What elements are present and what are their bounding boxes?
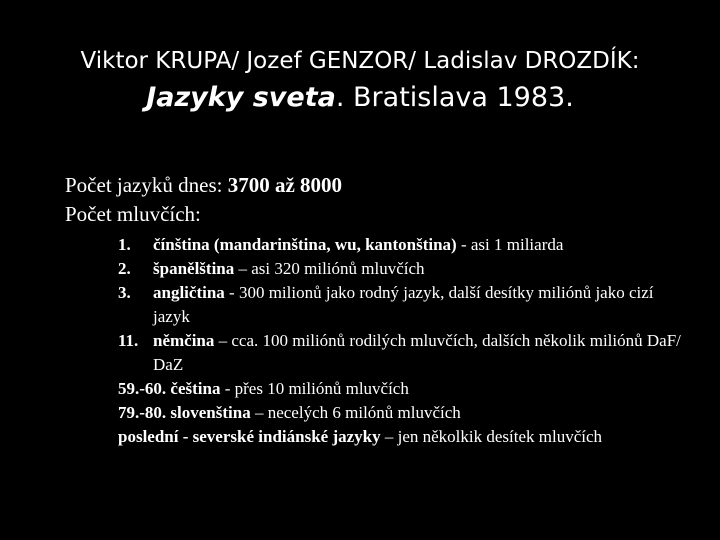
title-book-line <box>0 78 720 118</box>
speakers-label: Počet mluvčích: <box>65 202 201 226</box>
list-item-text: – cca. 100 miliónů rodilých mluvčích, dalších několik miliónů DaF/ DaZ <box>153 331 681 374</box>
language-count-line <box>65 171 705 200</box>
title-publication: Bratislava 1983. <box>344 82 574 113</box>
list-item-language: němčina <box>153 331 215 350</box>
list-item-language: čínština (mandarinština, wu, kantonština) <box>153 235 457 254</box>
list-item <box>118 257 688 281</box>
list-item <box>118 425 688 449</box>
language-list <box>118 233 688 449</box>
list-item-language: - severské indiánské jazyky <box>178 427 381 446</box>
list-item <box>118 281 688 329</box>
list-item-number: 59.-60. <box>118 379 167 398</box>
list-item <box>118 377 688 401</box>
list-item-text: – jen několkik desítek mluvčích <box>380 427 603 446</box>
slide-body <box>65 171 705 449</box>
list-item-text: - 300 milionů jako rodný jazyk, další desítky miliónů jako cizí jazyk <box>153 283 654 326</box>
title-book-name: Jazyky sveta <box>146 82 336 113</box>
list-item-number: poslední <box>118 427 179 446</box>
list-item <box>118 233 688 257</box>
title-authors: Viktor KRUPA/ Jozef GENZOR/ Ladislav DROZDÍK: <box>80 48 640 74</box>
list-item-language: španělština <box>153 259 235 278</box>
list-item-number: 79.-80. <box>118 403 167 422</box>
list-item <box>118 401 688 425</box>
slide-title <box>0 44 720 118</box>
list-item-text: - přes 10 miliónů mluvčích <box>220 379 409 398</box>
list-item-language: slovenština <box>166 403 251 422</box>
list-item-language: angličtina <box>153 283 225 302</box>
language-count-label: Počet jazyků dnes: <box>65 173 228 197</box>
language-count-value: 3700 až 8000 <box>227 173 343 197</box>
list-item-number: 2. <box>118 259 131 278</box>
title-dot: . <box>335 82 345 113</box>
list-item-number: 1. <box>118 235 131 254</box>
list-item-text: - asi 1 miliarda <box>456 235 564 254</box>
list-item-language: čeština <box>166 379 221 398</box>
list-item <box>118 329 688 377</box>
list-item-number: 11. <box>118 331 139 350</box>
list-item-text: – necelých 6 milónů mluvčích <box>250 403 461 422</box>
list-item-text: – asi 320 miliónů mluvčích <box>234 259 425 278</box>
list-item-number: 3. <box>118 283 131 302</box>
